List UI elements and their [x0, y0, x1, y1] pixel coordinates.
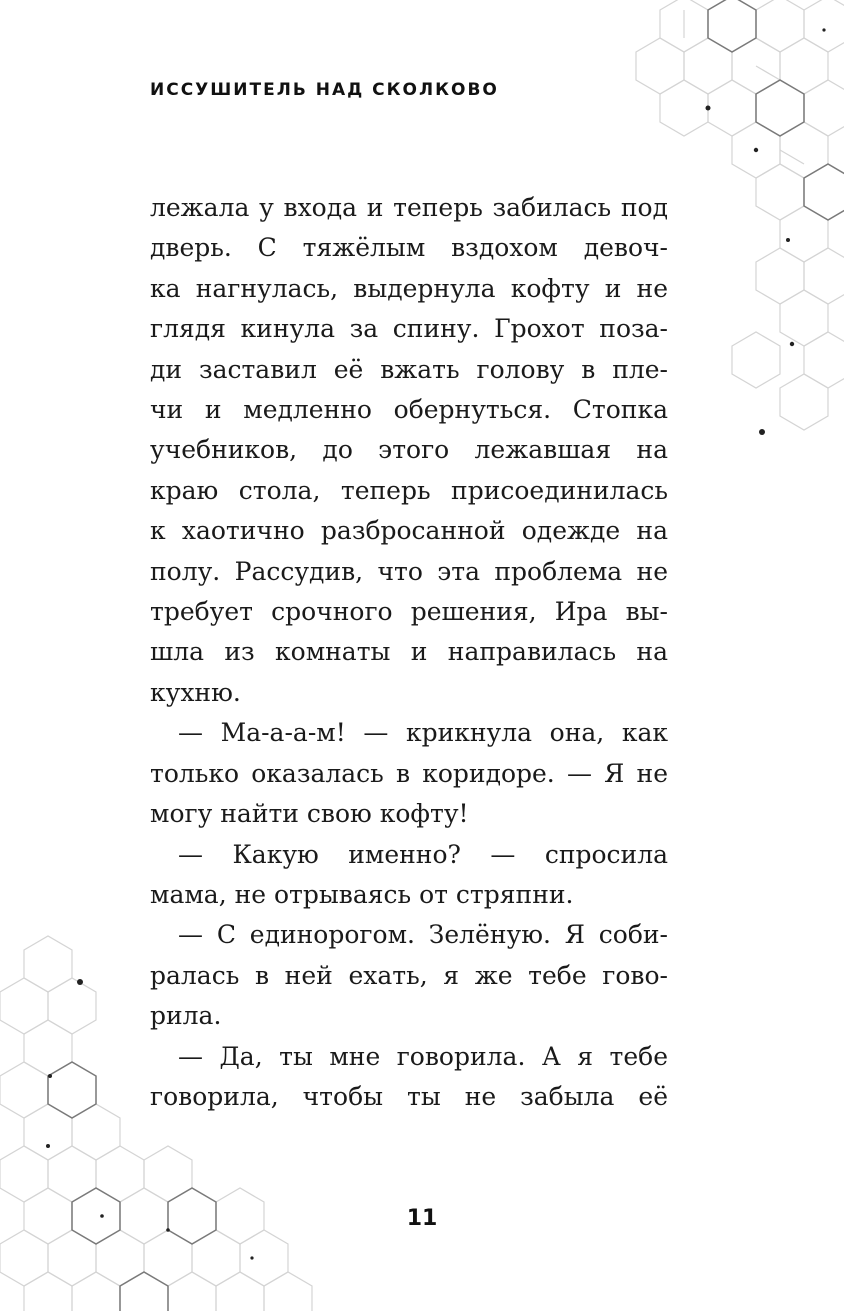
text-line: кухню. [150, 677, 241, 707]
text-line: ди заставил её вжать голову в пле- [150, 354, 668, 384]
text-line: говорила, чтобы ты не забыла её [150, 1081, 668, 1111]
dialogue-line: — Да, ты мне говорила. А я тебе [178, 1041, 668, 1071]
text-line: к хаотично разбросанной одежде на [150, 516, 668, 546]
text-line: полу. Рассудив, что эта проблема не [150, 556, 668, 586]
text-line: учебников, до этого лежавшая на [150, 435, 668, 465]
text-line: чи и медленно обернуться. Стопка [150, 395, 668, 425]
text-line: глядя кинула за спину. Грохот поза- [150, 314, 668, 344]
text-line: мама, не отрываясь от стряпни. [150, 879, 574, 909]
dialogue-line: — Ма-а-а-м! — крикнула она, как [178, 718, 668, 748]
text-line: требует срочного решения, Ира вы- [150, 597, 668, 627]
text-line: шла из комнаты и направилась на [150, 637, 668, 667]
text-line: дверь. С тяжёлым вздохом девоч- [150, 233, 668, 263]
text-line: ралась в ней ехать, я же тебе гово- [150, 960, 668, 990]
body-text [150, 188, 668, 1117]
text-line: только оказалась в коридоре. — Я не [150, 758, 668, 788]
dialogue-line: — С единорогом. Зелёную. Я соби- [178, 920, 668, 950]
dialogue-line: — Какую именно? — спросила [178, 839, 668, 869]
text-line: лежала у входа и теперь забилась под [150, 193, 668, 222]
text-line: краю стола, теперь присоединилась [150, 475, 668, 505]
page-number: 11 [406, 1206, 438, 1231]
text-line: рила. [150, 1001, 222, 1031]
text-line: ка нагнулась, выдернула кофту и не [150, 273, 668, 303]
text-line: могу найти свою кофту! [150, 799, 469, 829]
running-header: ИССУШИТЕЛЬ НАД СКОЛКОВО [150, 80, 499, 100]
